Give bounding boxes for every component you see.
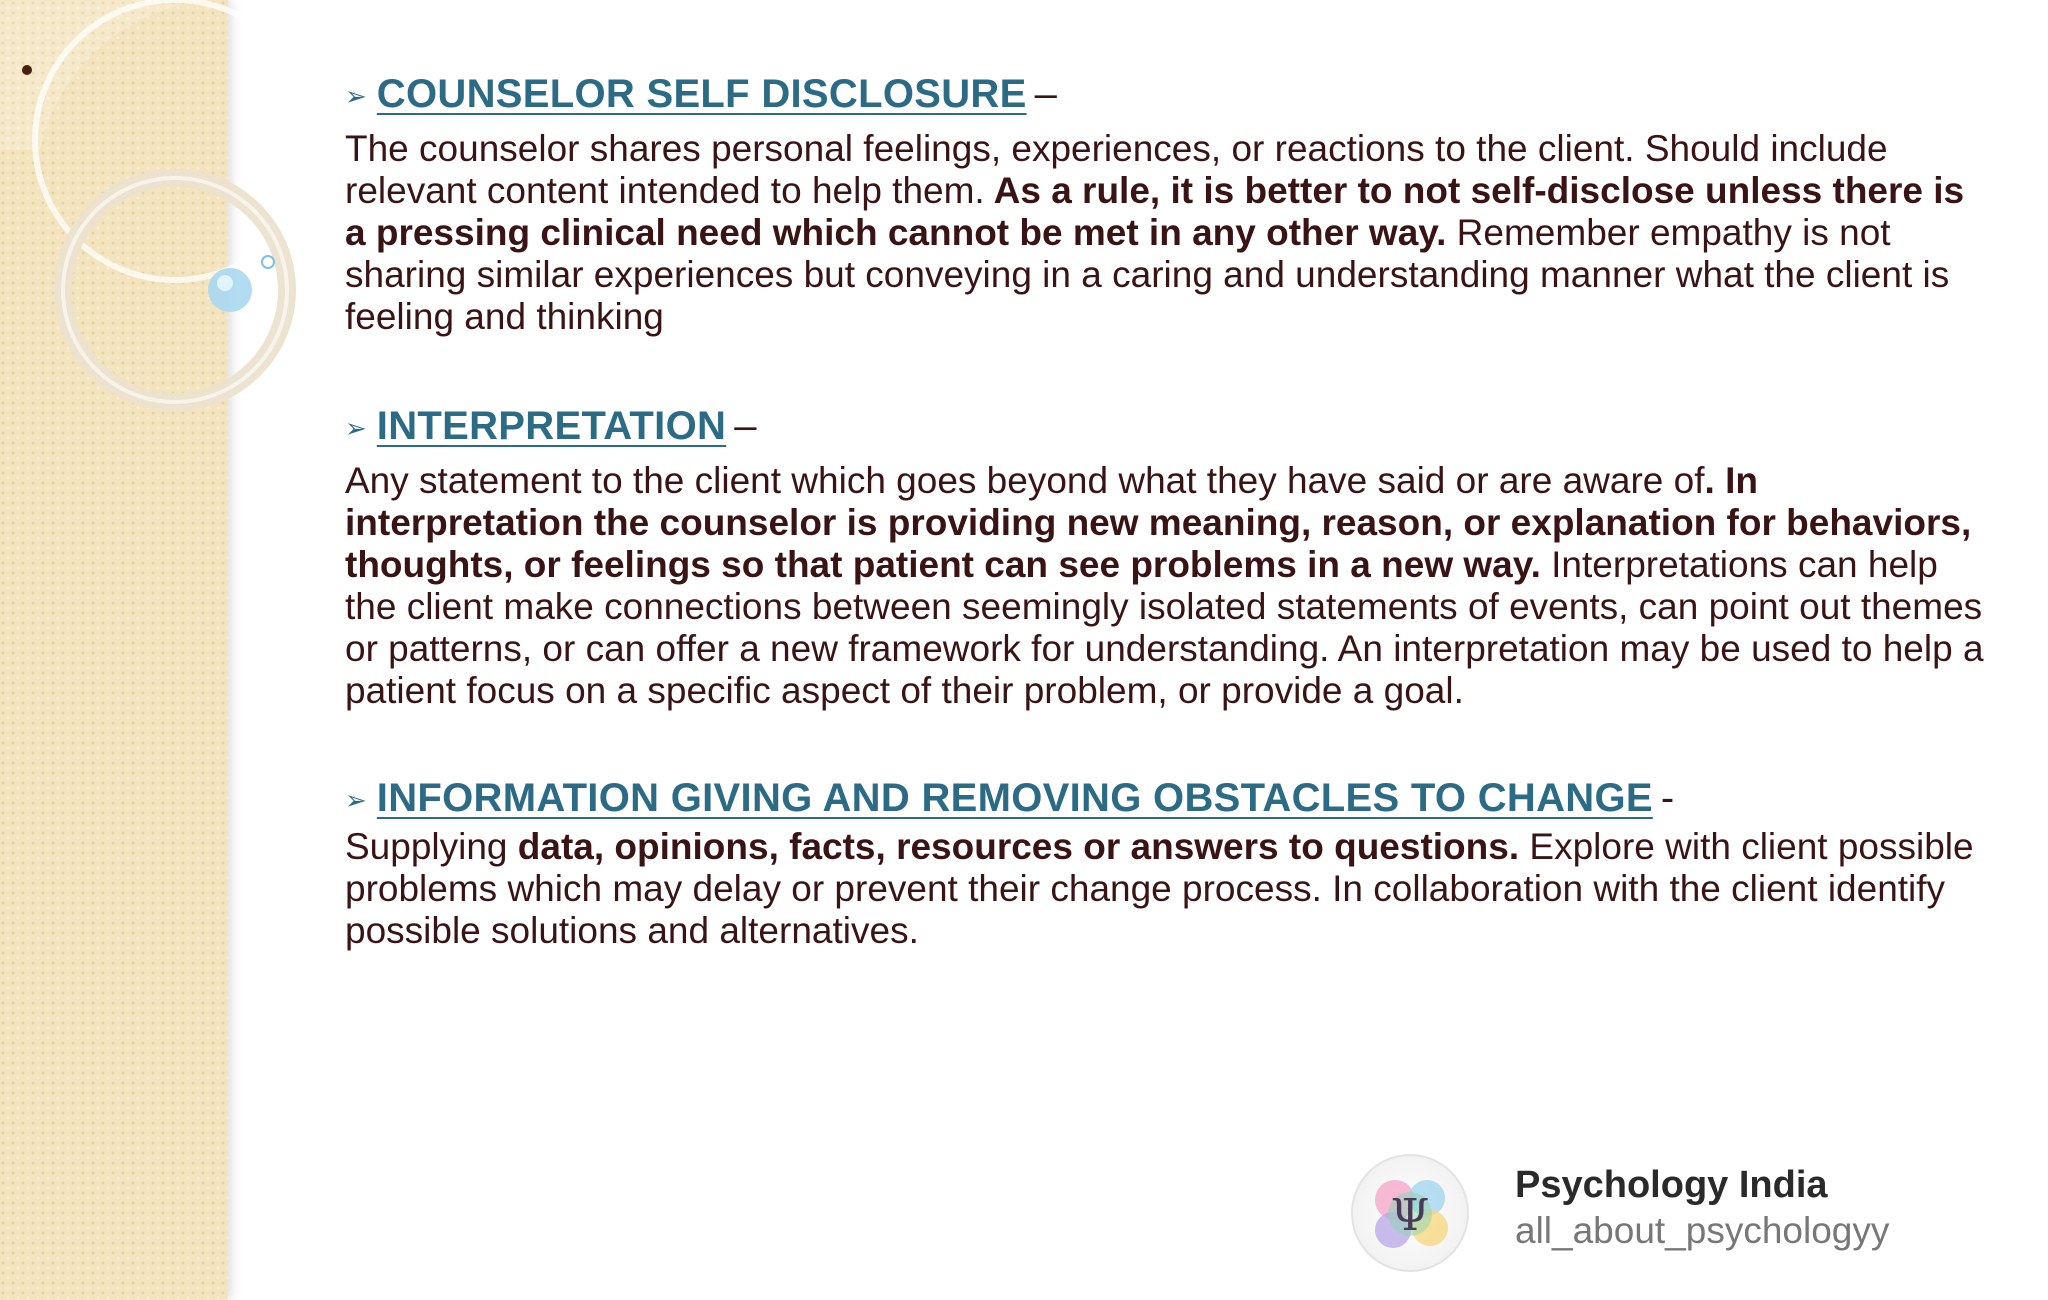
brand-watermark bbox=[1515, 1162, 1889, 1254]
psi-logo-icon bbox=[1335, 1150, 1485, 1276]
body-text: The counselor shares personal feelings, experiences, or reactions to the client. Should include relevant content intended to help them. bbox=[345, 128, 1888, 211]
decorative-rings bbox=[0, 0, 300, 440]
heading-separator: – bbox=[1034, 72, 1057, 116]
heading-separator: - bbox=[1660, 776, 1675, 820]
heading-text: INFORMATION GIVING AND REMOVING OBSTACLES TO CHANGE bbox=[376, 776, 1653, 820]
body-text-bold: data, opinions, facts, resources or answers to questions. bbox=[517, 826, 1520, 867]
section-heading bbox=[345, 774, 1985, 826]
body-text: Remember empathy is not sharing similar experiences but conveying in a caring and understanding manner what the client is feeling and thinking bbox=[345, 212, 1950, 337]
body-text: Supplying bbox=[345, 826, 518, 867]
arrow-bullet-icon: ➢ bbox=[345, 413, 367, 443]
body-text-bold: As a rule, it is better to not self-disclose unless there is a pressing clinical need which cannot be met in any other way. bbox=[345, 170, 1965, 253]
section-heading bbox=[345, 70, 1985, 122]
body-text: Any statement to the client which goes beyond what they have said or are aware of bbox=[345, 460, 1705, 501]
section-self-disclosure bbox=[345, 70, 1985, 338]
section-heading bbox=[345, 402, 1985, 454]
svg-text:Ψ: Ψ bbox=[1390, 1190, 1430, 1241]
section-information-giving bbox=[345, 774, 1985, 952]
heading-text: COUNSELOR SELF DISCLOSURE bbox=[376, 72, 1027, 116]
heading-text: INTERPRETATION bbox=[376, 404, 727, 448]
body-text-bold: . In interpretation the counselor is providing new meaning, reason, or explanation for behaviors, thoughts, or feelings so that patient can see problems in a new way. bbox=[345, 460, 1972, 585]
section-body bbox=[345, 460, 1985, 712]
slide-content bbox=[345, 70, 1985, 1014]
section-body bbox=[345, 826, 1985, 952]
section-body bbox=[345, 128, 1985, 338]
arrow-bullet-icon: ➢ bbox=[345, 785, 367, 815]
arrow-bullet-icon: ➢ bbox=[345, 81, 367, 111]
brand-handle: all_about_psychologyy bbox=[1515, 1210, 1890, 1251]
heading-separator: – bbox=[734, 404, 757, 448]
body-text: Interpretations can help the client make connections between seemingly isolated statements of events, can point out themes or patterns, or can offer a new framework for understanding. An interpretation may be used to help a patient focus on a specific aspect of their problem, or provide a goal. bbox=[345, 544, 1984, 711]
section-interpretation bbox=[345, 402, 1985, 712]
body-text: Explore with client possible problems which may delay or prevent their change process. In collaboration with the client identify possible solutions and alternatives. bbox=[345, 826, 1974, 951]
brand-name: Psychology India bbox=[1515, 1164, 1828, 1206]
